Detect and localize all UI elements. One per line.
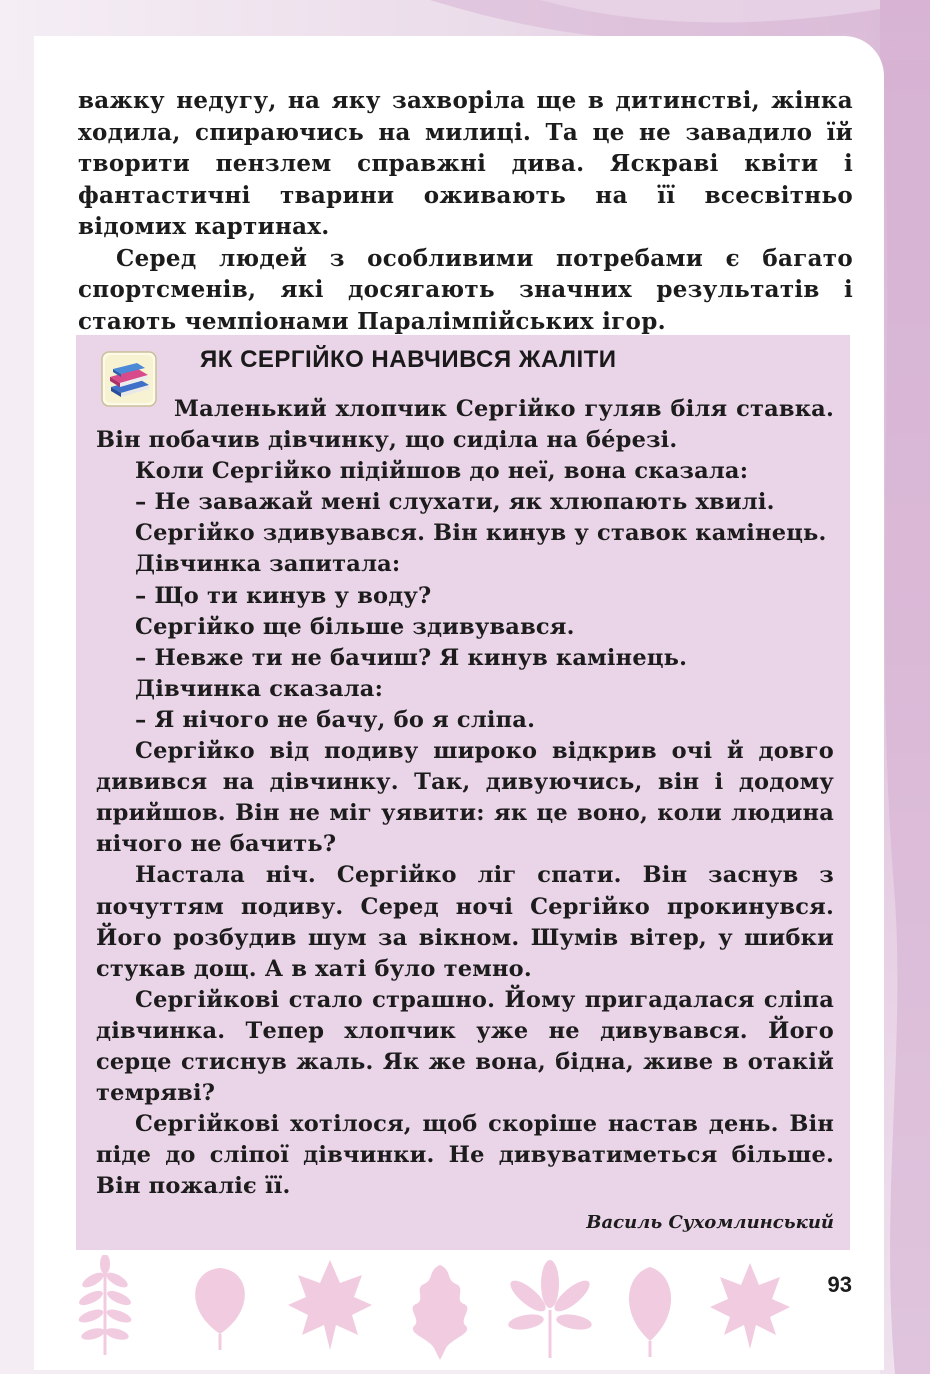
maple-leaf-icon (288, 1260, 372, 1350)
story-paragraph: – Що ти кинув у воду? (135, 582, 432, 609)
maple-leaf-icon (710, 1263, 790, 1349)
birch-leaf-icon (629, 1267, 671, 1357)
story-paragraph: Дівчинка запитала: (135, 551, 401, 578)
oak-leaf-icon (413, 1265, 468, 1360)
story-paragraph: Сергійко ще більше здивувався. (135, 613, 575, 640)
story-title: ЯК СЕРГІЙКО НАВЧИВСЯ ЖАЛІТИ (200, 346, 617, 373)
story-paragraph: Настала ніч. Сергійко ліг спати. Він заснув з почуттям подиву. Серед ночі Сергійко прокинувся. Його розбудив шум за вікном. Шумів вітер, у шибки стукав дощ. А в хаті було темно. (96, 862, 834, 982)
chestnut-leaf-icon (506, 1260, 594, 1358)
story-paragraph: – Не заважай мені слухати, як хлюпають хвилі. (135, 489, 775, 516)
story-text (96, 394, 834, 1202)
intro-text (78, 85, 853, 337)
intro-paragraph: Серед людей з особливими потребами є багато спортсменів, які досягають значних результатів і стають чемпіонами Паралімпійських ігор. (78, 244, 853, 335)
story-paragraph: Коли Сергійко підійшов до неї, вона сказала: (135, 458, 749, 485)
round-leaf-icon (195, 1268, 245, 1350)
story-author: Василь Сухомлинський (586, 1212, 834, 1233)
story-paragraph: Дівчинка сказала: (135, 675, 384, 702)
story-paragraph: – Невже ти не бачиш? Я кинув камінець. (135, 644, 688, 671)
intro-paragraph: важку недугу, на яку захворіла ще в дитинстві, жінка ходила, спираючись на милиці. Та це не завадило їй творити пензлем справжні дива. Яскраві квіти і фантастичні тварини оживають на її всесвітньо відомих картинах. (78, 87, 853, 240)
story-paragraph: Сергійкові хотілося, щоб скоріше настав день. Він піде до сліпої дівчинки. Не дивуватиметься більше. Він пожаліє її. (96, 1111, 834, 1200)
story-paragraph: Сергійкові стало страшно. Йому пригадалася сліпа дівчинка. Тепер хлопчик уже не дивувався. Його серце стиснув жаль. Як же вона, бідна, живе в отакій темряві? (96, 986, 834, 1107)
rowan-leaf-icon (77, 1255, 133, 1355)
story-paragraph: Сергійко від подиву широко відкрив очі й довго дивився на дівчинку. Так, дивуючись, він і додому прийшов. Він не міг уявити: як це воно, коли людина нічого не бачить? (96, 738, 834, 858)
story-paragraph: Сергійко здивувався. Він кинув у ставок камінець. (135, 520, 827, 547)
story-paragraph: Маленький хлопчик Сергійко гуляв біля ставка. Він побачив дівчинку, що сиділа на бéрезі. (96, 396, 834, 454)
leaves-decor (60, 1255, 800, 1365)
story-paragraph: – Я нічого не бачу, бо я сліпа. (135, 706, 536, 733)
page-number: 93 (827, 1272, 852, 1297)
